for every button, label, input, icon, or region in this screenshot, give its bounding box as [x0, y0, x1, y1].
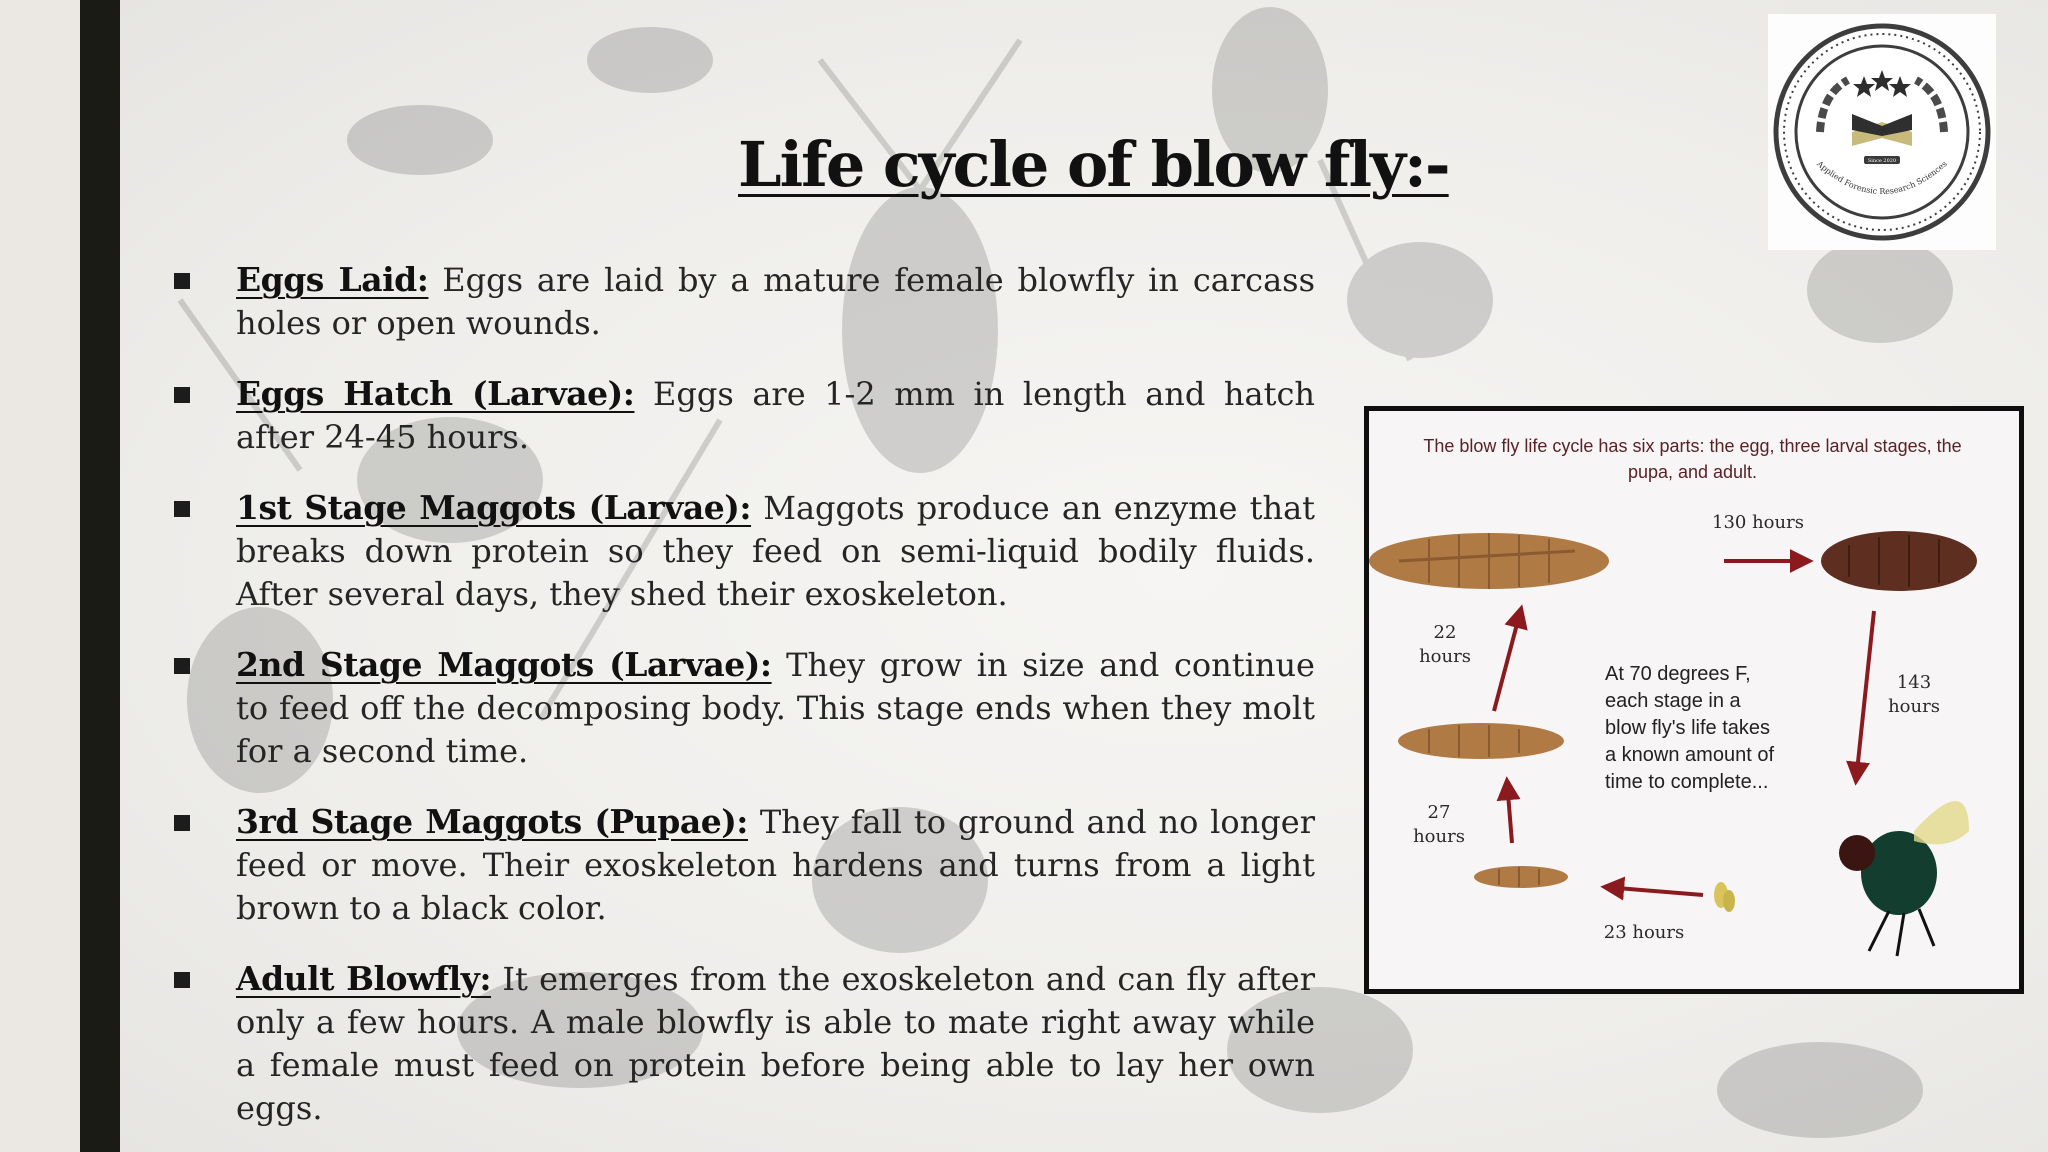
bullet-square-icon	[174, 387, 190, 403]
pupa-icon	[1821, 531, 1977, 591]
bullet-square-icon	[174, 273, 190, 289]
adult-fly-icon	[1839, 801, 1969, 956]
eggs-icon	[1714, 882, 1735, 912]
bullet-text: Eggs are 1-2 mm in length and hatch after 24-45 hours.	[236, 375, 1315, 456]
bullet-first-stage	[170, 486, 1315, 616]
bullet-heading: Adult Blowfly:	[236, 959, 492, 998]
left-accent-bar	[80, 0, 120, 1152]
life-cycle-diagram	[1364, 406, 2024, 994]
label-bottom: 23 hours	[1603, 922, 1685, 943]
logo-since: Since 2020	[1867, 158, 1897, 164]
bullet-heading: 1st Stage Maggots (Larvae):	[236, 488, 752, 527]
label-top: 130 hours	[1712, 512, 1804, 533]
seal-emblem-icon	[1768, 14, 1996, 250]
organization-logo	[1768, 14, 1996, 250]
bullet-text: They grow in size and continue to feed off the decomposing body. This stage ends when they molt for a second time.	[236, 646, 1315, 770]
bullet-square-icon	[174, 658, 190, 674]
arrow-to-first-larva-icon	[1605, 887, 1703, 895]
bullet-text: They fall to ground and no longer feed or move. Their exoskeleton hardens and turns from a light brown to a black color.	[236, 803, 1316, 927]
bullet-adult-blowfly	[170, 957, 1315, 1130]
second-stage-larva-icon	[1398, 723, 1564, 759]
arrow-to-second-larva-icon	[1507, 781, 1512, 843]
bullet-third-stage	[170, 800, 1315, 930]
bullet-square-icon	[174, 972, 190, 988]
label-left-lower: 27 hours	[1413, 802, 1465, 847]
label-right: 143 hours	[1888, 672, 1940, 717]
logo-name: Applied Forensic Research Sciences	[1815, 159, 1949, 197]
third-stage-larva-icon	[1369, 533, 1609, 589]
diagram-center-text: At 70 degrees F, each stage in a blow fly's life takes a known amount of time to complete...	[1605, 663, 1774, 793]
slide-title: Life cycle of blow fly:-	[738, 128, 1449, 201]
left-margin	[0, 0, 80, 1152]
bullet-square-icon	[174, 501, 190, 517]
bullet-list	[170, 258, 1315, 1152]
bullet-heading: 2nd Stage Maggots (Larvae):	[236, 645, 772, 684]
bullet-text: Eggs are laid by a mature female blowfly in carcass holes or open wounds.	[236, 261, 1316, 342]
bullet-text: It emerges from the exoskeleton and can fly after only a few hours. A male blowfly is able to mate right away while a female must feed on protein before being able to lay her own eggs.	[236, 960, 1316, 1127]
bullet-eggs-laid	[170, 258, 1315, 345]
bullet-eggs-hatch	[170, 372, 1315, 459]
bullet-heading: 3rd Stage Maggots (Pupae):	[236, 802, 748, 841]
bullet-text: Maggots produce an enzyme that breaks down protein so they feed on semi-liquid bodily fluids. After several days, they shed their exoskeleton.	[236, 489, 1316, 613]
bullet-second-stage	[170, 643, 1315, 773]
bullet-heading: Eggs Hatch (Larvae):	[236, 374, 635, 413]
arrow-to-adult-icon	[1856, 611, 1874, 781]
bullet-heading: Eggs Laid:	[236, 260, 429, 299]
first-stage-larva-icon	[1474, 866, 1568, 888]
bullet-square-icon	[174, 815, 190, 831]
label-left-upper: 22 hours	[1419, 622, 1471, 667]
arrow-to-third-larva-icon	[1494, 609, 1521, 711]
diagram-caption: The blow fly life cycle has six parts: the egg, three larval stages, the pupa, and adult.	[1423, 436, 1962, 482]
